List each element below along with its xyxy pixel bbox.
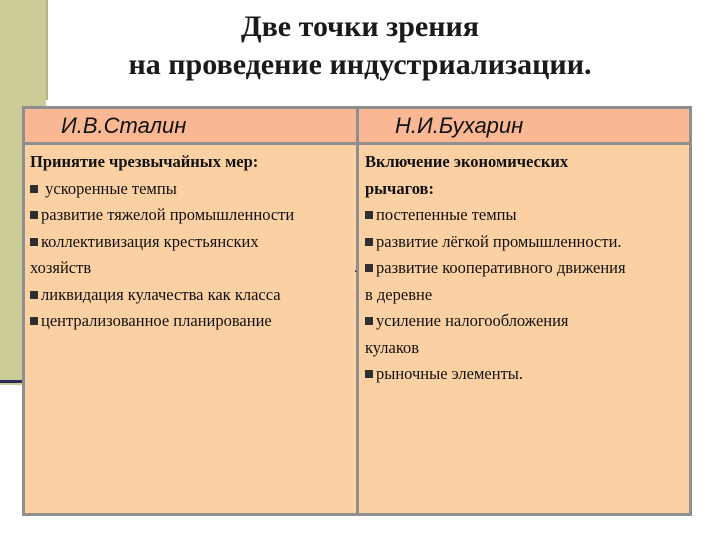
list-item: ликвидация кулачества как класса bbox=[30, 282, 352, 309]
list-item: постепенные темпы bbox=[365, 202, 691, 229]
header-bukharin: Н.И.Бухарин bbox=[395, 113, 524, 138]
bullet-icon bbox=[365, 238, 373, 246]
stray-mark: . bbox=[354, 261, 358, 276]
slide-title bbox=[60, 8, 660, 84]
bullet-icon bbox=[30, 185, 38, 193]
bullet-icon bbox=[30, 291, 38, 299]
column-divider bbox=[356, 109, 359, 513]
list-item-continuation: хозяйств bbox=[30, 258, 92, 277]
list-item: развитие кооперативного движения bbox=[365, 255, 691, 282]
list-item: централизованное планирование bbox=[30, 308, 352, 335]
list-item: развитие лёгкой промышленности. bbox=[365, 229, 691, 256]
title-line-1: Две точки зрения bbox=[240, 10, 480, 43]
title-line-2: на проведение индустриализации. bbox=[128, 48, 592, 81]
bullet-icon bbox=[30, 238, 38, 246]
list-item: ускоренные темпы bbox=[30, 176, 352, 203]
bukharin-heading-2: рычагов: bbox=[365, 178, 434, 198]
bullet-icon bbox=[365, 211, 373, 219]
bullet-icon bbox=[30, 211, 38, 219]
comparison-table bbox=[22, 106, 692, 516]
list-item-continuation: в деревне bbox=[365, 284, 433, 304]
bukharin-column bbox=[365, 149, 691, 388]
header-stalin: И.В.Сталин bbox=[61, 113, 187, 138]
stalin-column bbox=[30, 149, 352, 335]
bullet-icon bbox=[365, 264, 373, 272]
list-item-continuation: кулаков bbox=[365, 337, 420, 357]
list-item: развитие тяжелой промышленности bbox=[30, 202, 352, 229]
stalin-heading: Принятие чрезвычайных мер: bbox=[30, 152, 259, 171]
bullet-icon bbox=[30, 317, 38, 325]
vertical-decoration-line bbox=[46, 0, 48, 100]
bullet-icon bbox=[365, 370, 373, 378]
list-item: рыночные элементы. bbox=[365, 361, 691, 388]
bullet-icon bbox=[365, 317, 373, 325]
bukharin-heading-1: Включение экономических bbox=[365, 152, 569, 171]
list-item: усиление налогообложения bbox=[365, 308, 691, 335]
list-item: коллективизация крестьянских bbox=[30, 229, 352, 256]
